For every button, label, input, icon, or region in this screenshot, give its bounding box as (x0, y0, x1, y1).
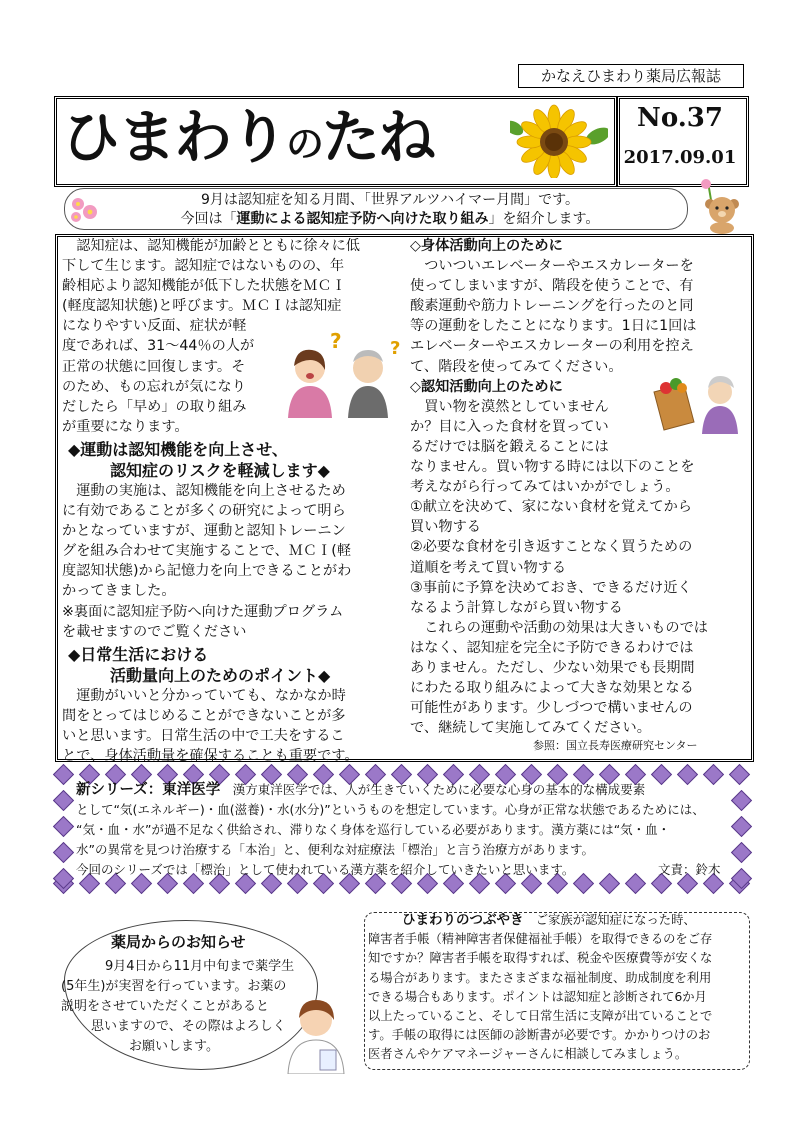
text-line: 使ってしまいますが、階段を使うことで、有 (410, 278, 694, 295)
text-line: だしたら「早め」の取り組み (62, 398, 247, 415)
text-line: 可能性があります。少しづつで構いませんの (410, 700, 693, 717)
reference-note: 参照：国立長寿医療研究センター (533, 739, 698, 752)
intro-line-2-post: 」を紹介します。 (488, 211, 600, 227)
kampo-title: 新シリーズ：東洋医学 (76, 782, 221, 798)
newsletter-title (62, 92, 434, 189)
pharmacist-illustration (282, 982, 352, 1074)
text-line: 運動の実施は、認知機能を向上させるため (62, 482, 346, 499)
notice-line: (5年生)が実習を行っています。お薬の (61, 979, 287, 994)
text-line: ①献立を決めて、家にない食材を覚えてから (410, 499, 692, 516)
notice-line: 説明をさせていただくことがあると (61, 999, 270, 1014)
text-line: になりやすい反面、症状が軽 (62, 318, 247, 335)
confused-couple-illustration (280, 326, 402, 422)
section-heading-2a: ◆日常生活における (68, 644, 209, 664)
intro-line-2-pre: 今回は「 (180, 211, 237, 227)
text-line: エレベーターやエスカレーターの利用を控え (410, 338, 694, 355)
kampo-author: 文責：鈴木 (658, 862, 721, 877)
text-line: にわたる取り組みによって大きな効果となる (410, 680, 694, 697)
issue-date: 2017.09.01 (623, 147, 737, 168)
text-line: 買い物する (410, 519, 481, 536)
kampo-line-5-text: 今回のシリーズでは「標治」として使われている漢方薬を紹介していきたいと思います。 (76, 862, 575, 877)
svg-text:?: ? (390, 338, 401, 359)
kampo-line-1 (76, 780, 736, 800)
text-line: 等の運動をしたことになります。1日に1回は (410, 318, 697, 335)
subheading-cognitive: ◇認知活動向上のために (410, 378, 563, 395)
text-line: 齢相応より認知機能が低下した状態をＭＣＩ (62, 278, 346, 295)
left-column (62, 236, 402, 766)
kampo-line-2: として“気(エネルギー)・血(滋養)・水(水分)”というものを想定しています。心身が正常な状態であるためには、 (76, 802, 705, 817)
text-line: か？目に入った食材を買ってい (410, 418, 609, 435)
text-line: 度認知状態)から記憶力を向上できることがわ (62, 563, 352, 580)
text-line: 以上たっていること、そして日常生活に支障が出ていることで (368, 1009, 713, 1024)
section-heading-1a: ◆運動は認知機能を向上させ、 (68, 439, 288, 459)
text-line: ありません。ただし、少ない効果でも長期間 (410, 659, 695, 676)
text-line: 度であれば、31～44％の人が (62, 338, 255, 355)
text-line: かとなっていますが、運動と認知トレーニン (62, 523, 346, 540)
text-line: に有効であることが多くの研究によって明ら (62, 503, 346, 520)
text-line: ※裏面に認知症予防へ向けた運動プログラム (62, 603, 344, 620)
kampo-line-4: 水”の異常を見つけ治療する「本治」と、便利な対症療法「標治」と言う治療方があります。 (76, 842, 594, 857)
notice-line: お願いします。 (129, 1039, 219, 1054)
subheading-physical: ◇身体活動向上のために (410, 238, 563, 254)
text-line: いと思います。日常生活の中で工夫をするこ (62, 727, 345, 744)
right-column (410, 236, 746, 738)
title-end: たね (322, 103, 435, 171)
text-line: 正常の状態に回復します。そ (62, 358, 246, 375)
sunflower-illustration (510, 104, 608, 178)
tsubuyaki-title: ひまわりのつぶやき (402, 912, 524, 928)
text-line: ③事前に予算を決めておき、できるだけ近く (410, 579, 692, 596)
bear-with-flower-illustration (694, 176, 742, 234)
text-line: できる場合もあります。ポイントは認知症と診断されて6か月 (368, 989, 707, 1004)
text-line: が重要になります。 (62, 418, 189, 435)
text-line: 買い物を漠然としていません (410, 398, 609, 415)
text-line: 考えながら行ってみてはいかがでしょう。 (410, 479, 680, 496)
intro-highlight: 運動による認知症予防へ向けた取り組み (236, 211, 489, 227)
notice-title: 薬局からのお知らせ (111, 933, 246, 951)
tsubuyaki-intro: ご家族が認知症になった時、 (523, 913, 696, 927)
text-line: ②必要な食材を引き返すことなく買うための (410, 539, 693, 556)
kampo-line-5 (76, 860, 736, 880)
text-line: 運動がいいと分かっていても、なかなか時 (62, 687, 346, 704)
text-line: のため、もの忘れが気になり (62, 378, 246, 395)
text-line: る場合があります。またさまざまな福祉制度、助成制度を利用 (368, 970, 712, 985)
text-line: はなく、認知症を完全に予防できるわけでは (410, 639, 694, 656)
text-line: 下して生じます。認知症ではないものの、年 (62, 258, 345, 275)
text-line: て、階段を使ってみてください。 (410, 358, 623, 375)
grocery-shopping-illustration (650, 362, 744, 436)
intro-line-2 (90, 208, 690, 228)
text-line: す。手帳の取得には医師の診断書が必要です。かかりつけのお (368, 1028, 711, 1043)
text-line: グを組み合わせて実施することで、ＭＣＩ(軽 (62, 543, 352, 560)
kampo-line-1-text: 漢方東洋医学では、人が生きていくために必要な心身の基本的な構成要素 (220, 782, 646, 797)
tsubuyaki-section (368, 911, 748, 1065)
text-line: 道順を考えて買い物する (410, 559, 567, 576)
tsubuyaki-line-1 (368, 911, 748, 930)
section-heading-1b: 認知症のリスクを軽減します◆ (110, 460, 330, 480)
text-line: 酸素運動や筋力トレーニングを行ったのと同 (410, 298, 694, 315)
section-heading-2b: 活動量向上のためのポイント◆ (110, 665, 331, 685)
publication-label: かなえひまわり薬局広報誌 (518, 64, 744, 88)
text-line: なりません。買い物する時には以下のことを (410, 459, 695, 476)
kampo-section (76, 780, 736, 880)
notice-line: 思いますので、その際はよろしく (91, 1019, 286, 1034)
title-main: ひまわり (62, 103, 287, 171)
text-line: 認知症は、認知機能が加齢とともに徐々に低 (62, 238, 360, 254)
text-line: (軽度認知状態)と呼びます。ＭＣＩは認知症 (62, 298, 342, 315)
svg-text:?: ? (330, 329, 342, 353)
text-line: 間をとってはじめることができないことが多 (62, 707, 346, 724)
text-line: とで、身体活動量を確保することも重要です。 (62, 747, 359, 764)
issue-number: No.37 (637, 103, 723, 133)
text-line: 障害者手帳（精神障害者保健福祉手帳）を取得できるのをご存 (368, 932, 713, 947)
text-line: なるよう計算しながら買い物する (410, 599, 623, 616)
text-line: 知ですか？障害者手帳を取得すれば、税金や医療費等が安くな (368, 951, 713, 966)
kampo-line-3: “気・血・水”が過不足なく供給され、滞りなく身体を巡行している必要があります。漢方薬には“気・血・ (76, 822, 671, 837)
text-line: を載せますのでご覧ください (62, 623, 247, 640)
text-line: 医者さんやケアマネージャーさんに相談してみましょう。 (368, 1047, 688, 1062)
text-line: かってきました。 (62, 583, 176, 600)
title-no: の (286, 122, 323, 166)
notice-cloud (61, 920, 318, 1070)
text-line: で、継続して実施してみてください。 (410, 720, 651, 737)
text-line: これらの運動や活動の効果は大きいものでは (410, 619, 708, 636)
notice-line: 9月4日から11月中旬まで薬学生 (105, 959, 295, 974)
text-line: るだけでは脳を鍛えることには (410, 438, 609, 455)
text-line: ついついエレベーターやエスカレーターを (410, 258, 694, 275)
intro-line-1: 9月は認知症を知る月間、「世界アルツハイマー月間」です。 (201, 192, 579, 208)
